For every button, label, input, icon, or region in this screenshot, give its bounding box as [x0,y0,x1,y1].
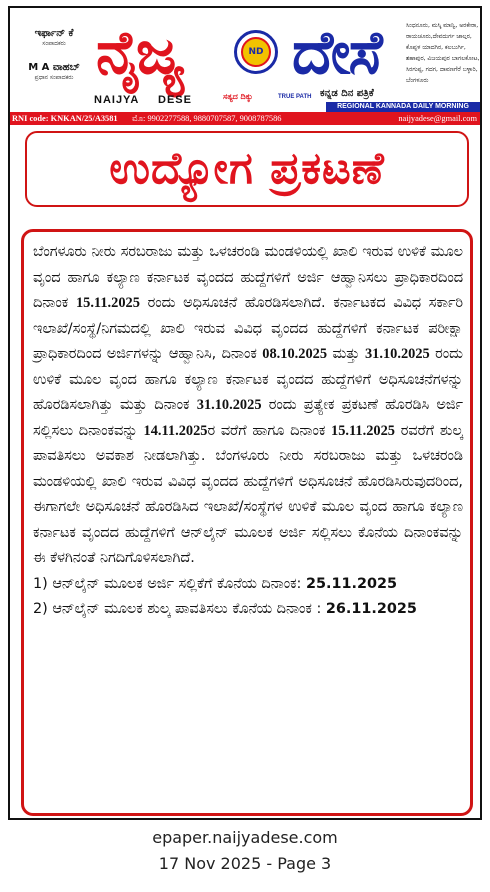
headline-title: ಉದ್ಯೋಗ ಪ್ರಕಟಣೆ [109,143,385,194]
edition-date-page: 17 Nov 2025 - Page 3 [158,854,332,873]
chief-editor-role: ಪ್ರಧಾನ ಸಂಪಾದಕರು [34,74,74,81]
contact-bar [10,112,480,125]
brand-title-kannada-part2: ದೇಸೆ [292,18,381,88]
text-segment: ಮತ್ತು [332,346,360,362]
text-segment: ರಂದು ಪ್ರತ್ಯೇಕ ಪ್ರಕಟಣೆ ಹೊರಡಿಸಿ ಅರ್ಜಿ ಸಲ್ಲಿಸಲು ದಿನಾಂಕವನ್ನು [33,397,463,439]
regional-daily-bar: REGIONAL KANNADA DAILY MORNING [326,102,480,112]
brand-title-english-part2: DESE [158,94,192,106]
date-value: 15.11.2025 [75,295,140,311]
deadline-label: 2) ಆನ್‌ಲೈನ್ ಮೂಲಕ ಶುಲ್ಕ ಪಾವತಿಸಲು ಕೊನೆಯ ದಿನಾಂಕ : [33,601,322,617]
editor-credits [14,28,94,82]
date-value: 31.10.2025 [196,397,262,413]
editor-role: ಸಂಪಾದಕರು [42,40,66,47]
date-value: 31.10.2025 [364,346,430,362]
tagline-english: TRUE PATH [278,94,312,100]
date-value: 08.10.2025 [262,346,328,362]
deadline-date: 26.11.2025 [325,601,417,617]
text-segment: ಬೆಂಗಳೂರು ನೀರು ಸರಬರಾಜು ಮತ್ತು ಒಳಚರಂಡಿ ಮಂಡಳಿಯಲ್ಲಿ ಖಾಲಿ ಇರುವ ಉಳಿಕೆ ಮೂಲ ವೃಂದ ಹಾಗೂ ಕಲ್ಯಾಣ ಕರ್ನಾಟಕ ವೃಂದದ ಹುದ್ದೆಗಳಿಗೆ ಅರ್ಜಿ ಆಹ್ವಾನಿಸಲು ಪ್ರಾಧಿಕಾರದಿಂದ ದಿನಾಂಕ [33,244,463,311]
newspaper-logo-icon [234,30,278,74]
deadline-date: 25.11.2025 [306,575,398,592]
brand-title-kannada-part1: ನೈಜ್ಯ [96,18,183,88]
rni-code: RNI code: KNKAN/25/A3581 [12,114,118,123]
phone-numbers: ಮೊ: 9902277588, 9880707587, 9008787586 [132,114,282,123]
coverage-areas: ಸಿಂಧನೂರು, ಮಸ್ಕಿ ಮಾನ್ವಿ, ಅರಕೇರಾ, ರಾಯಚೂರು,ದೇವದುರ್ಗ ಜಾಲ್ಗರ, ಕೊಪ್ಪಳ ಯಾದಗಿರ, ಕಲಬುರ್ಗಿ, ಶಹಾಪುರ, ವಿಜಯಪುರ ಬಾಗಲಕೋಟ, ಸಿರಗುಪ್ಪ, ಗದಗ, ದಾವಣಗೆರೆ ಬಳ್ಳಾರಿ, ಬೆಂಗಳೂರು [406,22,480,84]
deadline-item-application [33,572,463,598]
announcement-paragraph [33,240,463,572]
tagline-kannada: ಸತ್ಯದ ದಿಕ್ಕು [223,92,253,101]
date-value: 14.11.2025 [143,422,208,439]
brand-title-english-part1: NAIJYA [94,94,140,106]
text-segment: ರ ವರೆಗೆ ಹಾಗೂ ದಿನಾಂಕ [207,422,326,439]
email-address: naijyadese@gmail.com [398,114,477,123]
text-segment: ರಂದು ಅಧಿಸೂಚನೆ ಹೊರಡಿಸಲಾಗಿದೆ. ಕರ್ನಾಟಕದ ವಿವಿಧ ಸರ್ಕಾರಿ ಇಲಾಖೆ/ಸಂಸ್ಥೆ/ನಿಗಮದಲ್ಲಿ ಖಾಲಿ ಇರುವ ವಿವಿಧ ವೃಂದದ ಹುದ್ದೆಗಳಿಗೆ ಕರ್ನಾಟಕ ಪರೀಕ್ಷಾ ಪ್ರಾಧಿಕಾರದಿಂದ ಅರ್ಜಿಗಳನ್ನು ಆಹ್ವಾನಿಸಿ, ದಿನಾಂಕ [33,295,464,362]
newspaper-clipping [8,6,482,820]
editor-name: ಇರ್ಫಾನ್ ಕೆ [34,28,74,39]
text-segment: ರಂದು ಉಳಿಕೆ ಮೂಲ ವೃಂದ ಹಾಗೂ ಕಲ್ಯಾಣ ಕರ್ನಾಟಕ ವೃಂದದ ಹುದ್ದೆಗಳಿಗೆ ಅಧಿಸೂಚನೆಗಳನ್ನು ಹೊರಡಿಸಲಾಗಿತ್ತು ಮತ್ತು ದಿನಾಂಕ [33,346,464,413]
logo-monogram: ND [241,37,271,67]
date-value: 15.11.2025 [331,422,395,439]
masthead [10,8,480,112]
headline-box [25,131,469,207]
daily-label-kannada: ಕನ್ನಡ ದಿನ ಪತ್ರಿಕೆ [320,88,374,99]
chief-editor-name: M A ವಾಹಬ್ [28,62,80,73]
announcement-body [21,229,473,816]
deadline-item-fee [33,597,463,623]
text-segment: ರವರೆಗೆ ಶುಲ್ಕ ಪಾವತಿಸಲು ಅವಕಾಶ ನೀಡಲಾಗಿತ್ತು. ಬೆಂಗಳೂರು ನೀರು ಸರಬರಾಜು ಮತ್ತು ಒಳಚರಂಡಿ ಮಂಡಳಿಯಲ್ಲಿ ಖಾಲಿ ಇರುವ ವಿವಿಧ ವೃಂದದ ಹುದ್ದೆಗಳಿಗೆ ಅಧಿಸೂಚನೆ ಹೊರಡಿಸಿರುವುದರಿಂದ, ಈಗಾಗಲೇ ಅಧಿಸೂಚನೆ ಹೊರಡಿಸಿದ ಇಲಾಖೆ/ಸಂಸ್ಥೆಗಳ ಉಳಿಕೆ ಮೂಲ ವೃಂದ ಹಾಗೂ ಕಲ್ಯಾಣ ಕರ್ನಾಟಕ ವೃಂದದ ಹುದ್ದೆಗಳಿಗೆ ಆನ್‌ಲೈನ್ ಮೂಲಕ ಅರ್ಜಿ ಸಲ್ಲಿಸಲು ಕೊನೆಯ ದಿನಾಂಕವನ್ನು ಈ ಕೆಳಗಿನಂತೆ ನಿಗದಿಗೊಳಿಸಲಾಗಿದೆ. [33,422,464,566]
deadline-label: 1) ಆನ್‌ಲೈನ್ ಮೂಲಕ ಅರ್ಜಿ ಸಲ್ಲಿಕೆಗೆ ಕೊನೆಯ ದಿನಾಂಕ: [33,575,302,592]
epaper-url: epaper.naijyadese.com [152,828,338,847]
